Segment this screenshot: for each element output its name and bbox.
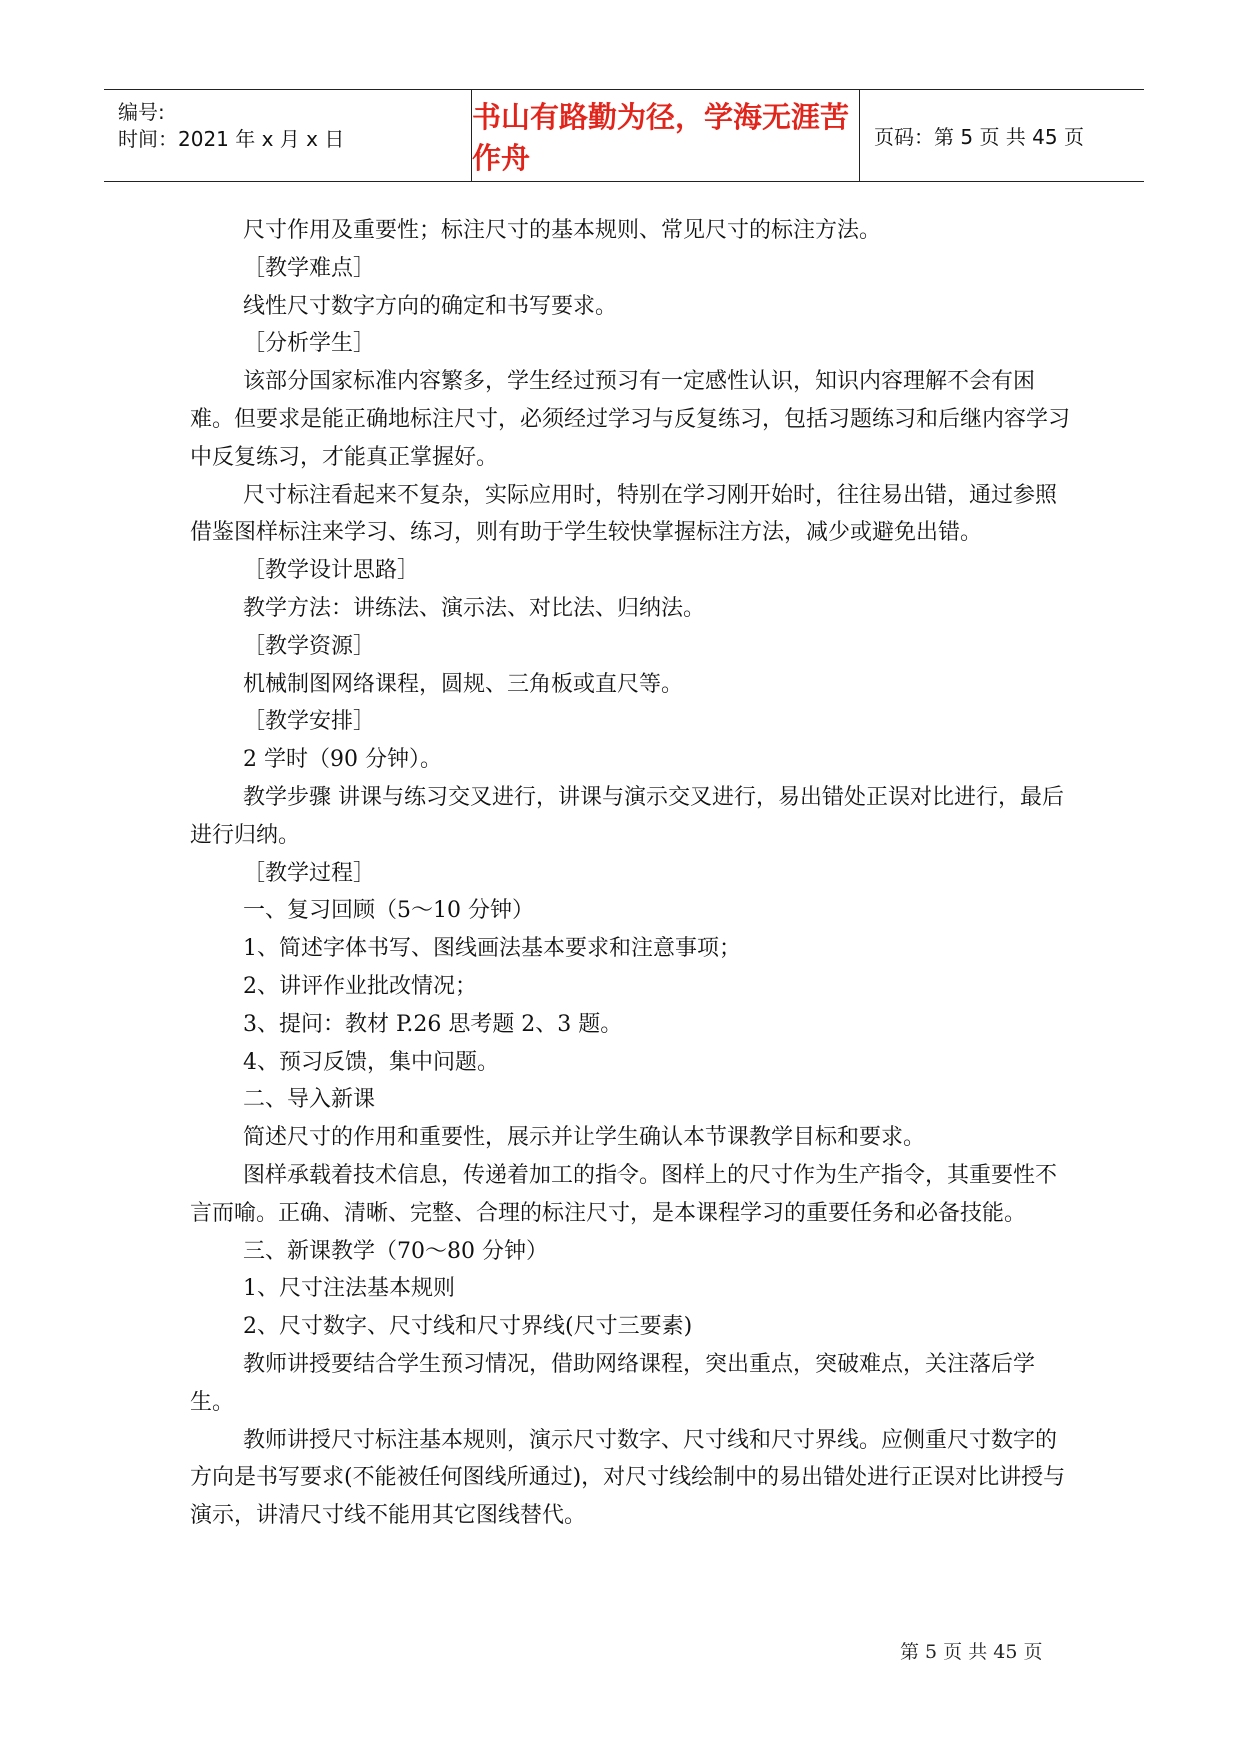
header-motto: 书山有路勤为径，学海无涯苦作舟 bbox=[472, 99, 850, 175]
section-heading: ［教学过程］ bbox=[243, 860, 376, 886]
list-item: 2、尺寸数字、尺寸线和尺寸界线(尺寸三要素) bbox=[243, 1314, 693, 1340]
list-item: 3、提问：教材 P.26 思考题 2、3 题。 bbox=[243, 1011, 623, 1037]
document-body bbox=[190, 212, 1070, 1535]
paragraph: 2 学时（90 分钟）。 bbox=[243, 747, 442, 773]
paragraph: 机械制图网络课程，圆规、三角板或直尺等。 bbox=[243, 671, 684, 697]
page-footer: 第 5 页 共 45 页 bbox=[900, 1641, 1043, 1663]
paragraph: 图样承载着技术信息，传递着加工的指令。图样上的尺寸作为生产指令，其重要性不言而喻。正确、清晰、完整、合理的标注尺寸，是本课程学习的重要任务和必备技能。 bbox=[190, 1162, 1058, 1226]
list-item: 1、尺寸注法基本规则 bbox=[243, 1276, 455, 1302]
section-heading: ［教学安排］ bbox=[243, 709, 376, 735]
section-heading: ［教学资源］ bbox=[243, 633, 376, 659]
paragraph: 线性尺寸数字方向的确定和书写要求。 bbox=[243, 293, 618, 319]
list-item: 2、讲评作业批改情况； bbox=[243, 973, 477, 999]
list-item: 一、复习回顾（5～10 分钟） bbox=[243, 898, 534, 924]
list-item: 二、导入新课 bbox=[243, 1087, 376, 1113]
document-header bbox=[104, 89, 1144, 182]
section-heading: ［教学设计思路］ bbox=[243, 558, 420, 584]
paragraph: 教师讲授尺寸标注基本规则，演示尺寸数字、尺寸线和尺寸界线。应侧重尺寸数字的方向是书写要求(不能被任何图线所通过)，对尺寸线绘制中的易出错处进行正误对比讲授与演示，讲清尺寸线不能用其它图线替代。 bbox=[190, 1427, 1066, 1529]
header-meta bbox=[118, 92, 468, 180]
list-item: 1、简述字体书写、图线画法基本要求和注意事项； bbox=[243, 936, 741, 962]
paragraph: 简述尺寸的作用和重要性，展示并让学生确认本节课教学目标和要求。 bbox=[243, 1125, 926, 1151]
paragraph: 教学方法：讲练法、演示法、对比法、归纳法。 bbox=[243, 595, 706, 621]
paragraph: 教师讲授要结合学生预习情况，借助网络课程，突出重点，突破难点，关注落后学生。 bbox=[190, 1351, 1036, 1415]
list-item: 三、新课教学（70～80 分钟） bbox=[243, 1238, 548, 1264]
section-heading: ［分析学生］ bbox=[243, 331, 376, 357]
paragraph: 尺寸作用及重要性；标注尺寸的基本规则、常见尺寸的标注方法。 bbox=[243, 218, 882, 243]
paragraph: 尺寸标注看起来不复杂，实际应用时，特别在学习刚开始时，往往易出错，通过参照借鉴图样标注来学习、练习，则有助于学生较快掌握标注方法，减少或避免出错。 bbox=[190, 482, 1058, 546]
header-page-number: 页码：第 5 页 共 45 页 bbox=[874, 125, 1084, 149]
list-item: 4、预习反馈，集中问题。 bbox=[243, 1049, 499, 1075]
document-time-label: 时间：2021 年 x 月 x 日 bbox=[118, 127, 345, 151]
paragraph: 该部分国家标准内容繁多，学生经过预习有一定感性认识，知识内容理解不会有困难。但要求是能正确地标注尺寸，必须经过学习与反复练习，包括习题练习和后继内容学习中反复练习，才能真正掌握好。 bbox=[190, 369, 1071, 470]
paragraph: 教学步骤 讲课与练习交叉进行，讲课与演示交叉进行，易出错处正误对比进行，最后进行归纳。 bbox=[190, 784, 1064, 848]
document-number-label: 编号: bbox=[118, 100, 165, 124]
section-heading: ［教学难点］ bbox=[243, 255, 376, 281]
header-divider bbox=[859, 90, 860, 181]
